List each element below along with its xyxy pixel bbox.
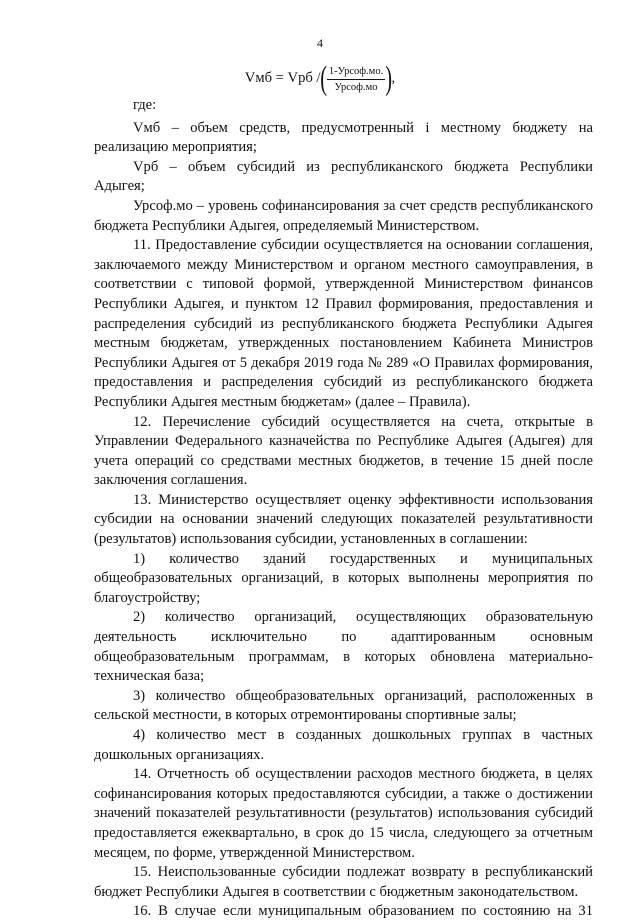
definition-ursof: Урсоф.мо – уровень софинансирования за счет средств республиканского бюджета Республики Адыгея, определяемый Министерством. (94, 197, 593, 234)
formula-denominator: Урсоф.мо (334, 81, 378, 93)
formula (0, 62, 640, 96)
paragraph-15: 15. Неиспользованные субсидии подлежат возврату в республиканский бюджет Республики Адыгея в соответствии с бюджетным законодательством. (94, 864, 593, 900)
formula-numerator: 1-Урсоф.мо. (327, 65, 385, 80)
list-item-1: 1) количество зданий государственных и муниципальных общеобразовательных организаций, в которых выполнены мероприятия по благоустройству; (94, 550, 593, 606)
where-label: где: (133, 97, 157, 113)
definition-vmb: Vмб – объем средств, предусмотренный i местному бюджету на реализацию мероприятия; (94, 119, 593, 156)
list-item-3: 3) количество общеобразовательных организаций, расположенных в сельской местности, в которых отремонтированы спортивные залы; (94, 687, 593, 724)
page-number: 4 (317, 36, 323, 50)
paragraph-16: 16. В случае если муниципальным образованием по состоянию на 31 (133, 903, 593, 920)
list-item-4: 4) количество мест в созданных дошкольных группах в частных дошкольных организациях. (94, 727, 593, 763)
body-text (94, 96, 593, 922)
list-item-2: 2) количество организаций, осуществляющих образовательную деятельность исключительно по адаптированным основным общеобразовательным программам, в которых обновлена материально-техническая база; (94, 609, 593, 685)
formula-left: Vмб = Vрб / (244, 70, 321, 87)
definition-vrb: Vрб – объем субсидий из республиканского бюджета Республики Адыгея; (94, 158, 593, 195)
formula-fraction (327, 65, 385, 94)
paragraph-14: 14. Отчетность об осуществлении расходов местного бюджета, в целях софинансирования которых предоставляются субсидии, а также о достижении значений показателей результативности (результатов) использования субсидий предоставляется ежеквартально, в срок до 15 числа, следующего за отчетным месяцем, по форме, утвержденной Министерством. (94, 766, 593, 861)
paragraph-11: 11. Предоставление субсидии осуществляется на основании соглашения, заключаемого между Министерством и органом местного самоуправления, в соответствии с типовой формой, утвержденной Министерством финансов Республики Адыгея, и пунктом 12 Правил формирования, предоставления и распределения субсидий из республиканского бюджета Республики Адыгея местным бюджетам, утвержденных постановлением Кабинета Министров Республики Адыгея от 5 декабря 2019 года № 289 «О Правилах формирования, предоставления и распределения субсидий из республиканского бюджета Республики Адыгея местным бюджетам» (далее – Правила). (94, 237, 593, 410)
paragraph-12: 12. Перечисление субсидий осуществляется на счета, открытые в Управлении Федерального казначейства по Республике Адыгея (Адыгея) для учета операций со средствами местных бюджетов, в течение 15 дней после заключения соглашения. (94, 413, 593, 489)
formula-trailing: , (391, 70, 396, 87)
formula-close-paren: ) (385, 60, 393, 97)
paragraph-13: 13. Министерство осуществляет оценку эффективности использования субсидии на основании значений следующих показателей результативности (результатов) использования субсидии, установленных в соглашении: (94, 491, 593, 548)
formula-open-paren: ( (319, 60, 327, 97)
